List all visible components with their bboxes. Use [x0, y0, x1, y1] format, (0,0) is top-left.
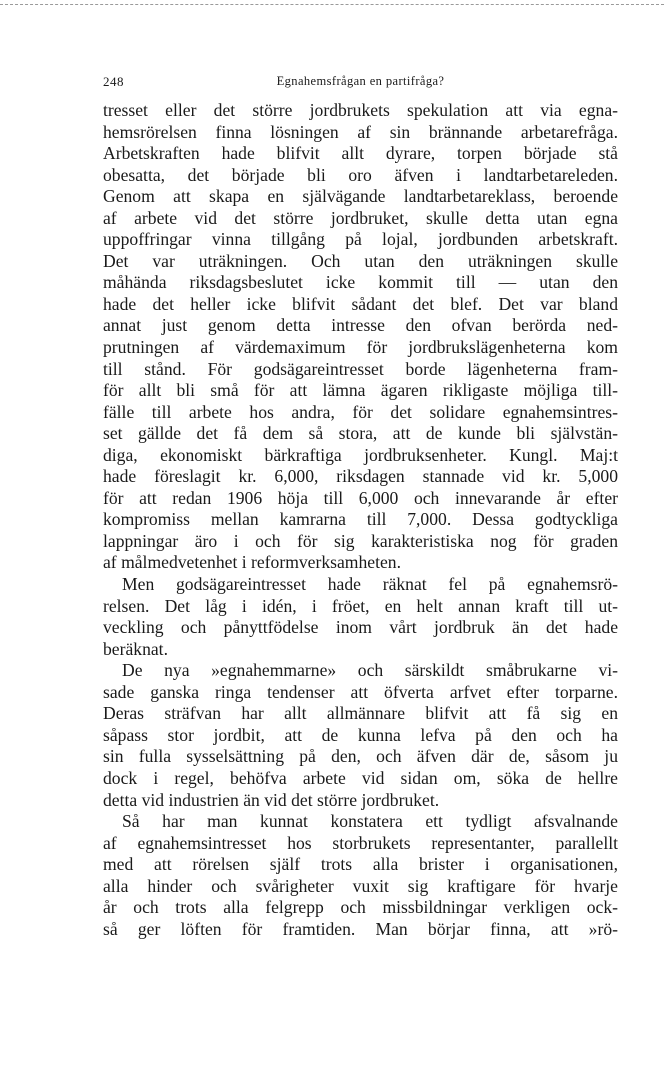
- text-line: obesatta, det började bli oro äfven i landtarbetareleden.: [103, 164, 618, 185]
- text-line: Deras sträfvan har allt allmännare blifvit att få sig en: [103, 703, 618, 724]
- text-line: Arbetskraften hade blifvit allt dyrare, torpen började stå: [103, 143, 618, 164]
- text-line: prutningen af värdemaximum för jordbrukslägenheterna kom: [103, 337, 618, 358]
- text-line: kompromiss mellan kamrarna till 7,000. Dessa godtyckliga: [103, 509, 618, 530]
- text-line: af målmedvetenhet i reformverksamheten.: [103, 552, 401, 573]
- text-line: Genom att skapa en självägande landtarbetareklass, beroende: [103, 186, 618, 207]
- running-head: [103, 74, 618, 92]
- text-line: detta vid industrien än vid det större jordbruket.: [103, 789, 440, 810]
- text-line: så ger löften för framtiden. Man börjar finna, att »rö-: [103, 918, 618, 939]
- text-line: lappningar äro i och för sig karakteristiska nog för graden: [103, 530, 618, 551]
- text-line: år och trots alla felgrepp och missbildningar verkligen ock-: [103, 897, 618, 918]
- text-line: af arbete vid det större jordbruket, skulle detta utan egna: [103, 207, 618, 228]
- text-line: sade ganska ringa tendenser att öfverta arfvet efter torparne.: [103, 681, 618, 702]
- text-line: för allt bli små för att lämna ägaren rikligaste möjliga till-: [103, 380, 618, 401]
- text-line: Så har man kunnat konstatera ett tydligt afsvalnande: [122, 811, 618, 832]
- text-line: sin fulla sysselsättning på den, och äfven där de, såsom ju: [103, 746, 618, 767]
- text-line: såpass stor jordbit, att de kunna lefva på den och ha: [103, 724, 618, 745]
- text-line: De nya »egnahemmarne» och särskildt småbrukarne vi-: [122, 660, 618, 681]
- page-number: 248: [103, 74, 124, 89]
- text-line: relsen. Det låg i idén, i fröet, en helt annan kraft till ut-: [103, 595, 618, 616]
- text-line: måhända riksdagsbeslutet icke kommit till — utan den: [103, 272, 618, 293]
- text-line: alla hinder och svårigheter vuxit sig kraftigare för hvarje: [103, 875, 618, 896]
- text-line: hemsrörelsen finna lösningen af sin brännande arbetarefråga.: [103, 121, 618, 142]
- running-title: Egnahemsfrågan en partifråga?: [276, 74, 445, 88]
- text-line: till stånd. För godsägareintresset borde lägenheterna fram-: [103, 358, 618, 379]
- text-line: Men godsägareintresset hade räknat fel på egnahemsrö-: [122, 574, 618, 595]
- text-line: annat just genom detta intresse den ofvan berörda ned-: [103, 315, 618, 336]
- text-line: af egnahemsintresset hos storbrukets representanter, parallellt: [103, 832, 618, 853]
- text-line: dock i regel, behöfva arbete vid sidan om, söka de hellre: [103, 767, 618, 788]
- text-line: diga, ekonomiskt bärkraftiga jordbruksenheter. Kungl. Maj:t: [103, 444, 618, 465]
- scan-edge-rule: [0, 4, 664, 5]
- text-line: uppoffringar vinna tillgång på lojal, jordbunden arbetskraft.: [103, 229, 618, 250]
- text-line: set gällde det få dem så stora, att de kunde bli självstän-: [103, 423, 618, 444]
- text-line: hade föreslagit kr. 6,000, riksdagen stannade vid kr. 5,000: [103, 466, 618, 487]
- text-line: för att redan 1906 höja till 6,000 och innevarande år efter: [103, 487, 618, 508]
- text-line: veckling och pånyttfödelse inom vårt jordbruk än det hade: [103, 617, 618, 638]
- text-line: hade det heller icke blifvit sådant det blef. Det var bland: [103, 293, 618, 314]
- text-line: fälle till arbete hos andra, för det solidare egnahemsintres-: [103, 401, 618, 422]
- body-text: [103, 100, 618, 940]
- text-line: Det var uträkningen. Och utan den uträkningen skulle: [103, 250, 618, 271]
- text-line: tresset eller det större jordbrukets spekulation att via egna-: [103, 100, 618, 120]
- text-line: med att rörelsen själf trots alla brister i organisationen,: [103, 854, 618, 875]
- text-line: beräknat.: [103, 638, 168, 659]
